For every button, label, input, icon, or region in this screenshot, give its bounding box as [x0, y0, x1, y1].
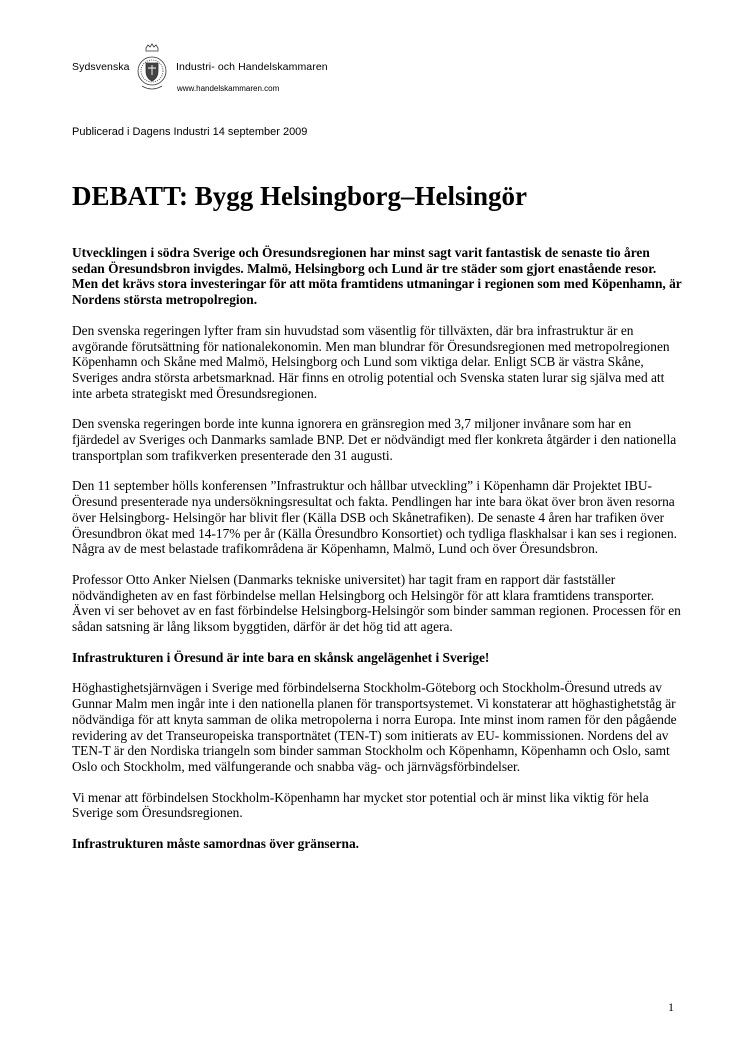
- website-url[interactable]: www.handelskammaren.com: [177, 84, 280, 93]
- chamber-crest-logo: [134, 42, 170, 96]
- section-heading: Infrastrukturen i Öresund är inte bara en skånsk angelägenhet i Sverige!: [72, 649, 490, 665]
- body-paragraph: Den svenska regeringen borde inte kunna ignorera en gränsregion med 3,7 miljoner invånare som har en fjärdedel av Sveriges och Danmarks samlade BNP. Det er nödvändigt med fler konkreta åtgärder i den nationella transportplan som trafikverken presenterade den 31 augusti.: [72, 416, 677, 463]
- org-name-right: Industri- och Handelskammaren: [176, 61, 328, 73]
- publication-line: Publicerad i Dagens Industri 14 september 2009: [72, 126, 308, 138]
- section-heading: Infrastrukturen måste samordnas över gränserna.: [72, 836, 360, 852]
- body-paragraph: Professor Otto Anker Nielsen (Danmarks tekniske universitet) har tagit fram en rapport där fastställer nödvändigheten av en fast förbindelse mellan Helsingborg och Helsingör för att klara framtidens transporter. Även vi ser behovet av en fast förbindelse Helsingborg-Helsingör som binder samman regionen. Processen för en sådan satsning är lång liksom byggtiden, därför är det hög tid att agera.: [72, 571, 681, 635]
- article-title: DEBATT: Bygg Helsingborg–Helsingör: [72, 181, 528, 211]
- body-paragraph: Vi menar att förbindelsen Stockholm-Köpenhamn har mycket stor potential och är minst lika viktig för hela Sverige som Öresundsregionen.: [72, 789, 649, 821]
- body-paragraph: Den svenska regeringen lyfter fram sin huvudstad som väsentlig för tillväxten, där bra infrastruktur är en avgörande förutsättning för nationalekonomin. Men man blundrar för Öresundsregionen med metropolregionen Köpenhamn och Skåne med Malmö, Helsingborg och Lund som viktiga delar. Enligt SCB är västra Skåne, Sveriges andra största arbetsmarknad. Här finns en otrolig potential och Svenska staten lurar sig själva med att inte arbeta strategiskt med Öresundsregionen.: [72, 322, 670, 401]
- org-name-left: Sydsvenska: [72, 61, 130, 73]
- article-body: [72, 245, 682, 867]
- body-paragraph: Den 11 september hölls konferensen ”Infrastruktur och hållbar utveckling” i Köpenhamn där Projektet IBU-Öresund presenterade nya undersökningsresultat och fakta. Pendlingen har inte bara ökat över bron även resorna över Helsingborg- Helsingör har blivit fler (Källa DSB och Skånetrafiken). De senaste 4 åren har trafiken över Öresundbron ökat med 14-17% per år (Källa Öresundbro Konsortiet) och tydliga flaskhalsar i kan ses i regionen. Några av de mest belastade trafikområdena är Köpenhamn, Malmö, Lund och över Öresundsbron.: [72, 478, 678, 557]
- letterhead: [0, 0, 746, 110]
- body-paragraph: Höghastighetsjärnvägen i Sverige med förbindelserna Stockholm-Göteborg och Stockholm-Öresund utreds av Gunnar Malm men ingår inte i den nationella planen för transportsystemet. Vi konstaterar att höghastighetståg är nödvändiga för att knyta samman de olika metropolerna i norra Europa. Inte minst inom ramen för den pågående revidering av det Transeuropeiska transportnätet (TEN-T) som initierats av EU- kommissionen. Nordens del av TEN-T är den Nordiska triangeln som binder samman Stockholm och Köpenhamn, Köpenhamn och Oslo, samt Oslo och Stockholm, med välfungerande och snabba väg- och järnvägsförbindelser.: [72, 680, 677, 774]
- page-number: 1: [668, 1000, 674, 1014]
- lead-paragraph: Utvecklingen i södra Sverige och Öresundsregionen har minst sagt varit fantastisk de senaste tio åren sedan Öresundsbron invigdes. Malmö, Helsingborg och Lund är tre städer som gjort enastående resor. Men det krävs stora investeringar för att möta framtidens utmaningar i regionen som med Köpenhamn, är Nordens största metropolregion.: [72, 245, 682, 308]
